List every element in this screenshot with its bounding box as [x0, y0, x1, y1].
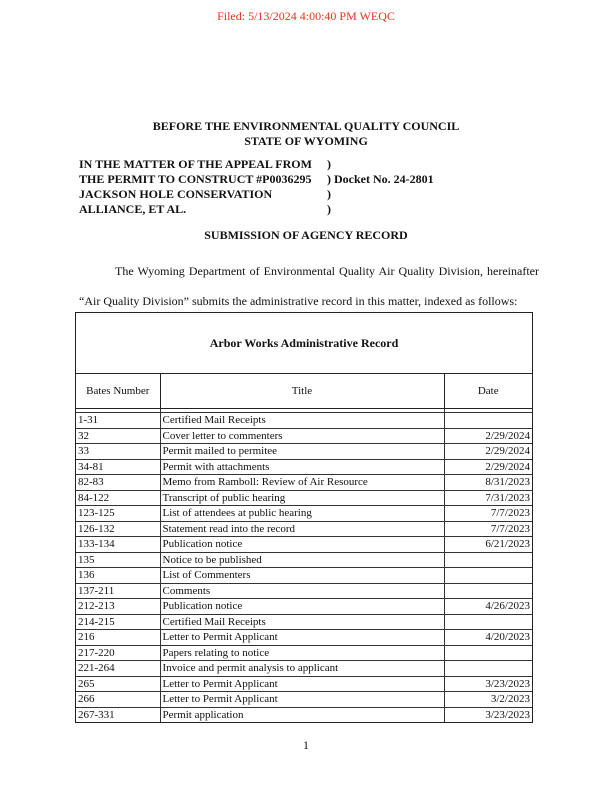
table-row [76, 537, 532, 553]
table-row [76, 645, 532, 661]
record-index [75, 312, 533, 723]
caption-right-line: ) [327, 157, 331, 171]
cell-title: Certified Mail Receipts [160, 413, 444, 429]
cell-date: 4/20/2023 [444, 630, 532, 646]
caption-left-line: ALLIANCE, ET AL. [79, 202, 187, 216]
table-row [76, 413, 532, 429]
header-date: Date [444, 374, 532, 409]
caption-right-line: ) [327, 187, 331, 201]
table-row [76, 428, 532, 444]
cell-date: 3/23/2023 [444, 676, 532, 692]
caption-row [79, 187, 434, 202]
cell-date: 4/26/2023 [444, 599, 532, 615]
cell-date: 3/2/2023 [444, 692, 532, 708]
table-row [76, 661, 532, 677]
cell-title: Permit with attachments [160, 459, 444, 475]
cell-date [444, 413, 532, 429]
cell-title: Permit mailed to permitee [160, 444, 444, 460]
cell-bates: 136 [76, 568, 160, 584]
cell-date: 7/31/2023 [444, 490, 532, 506]
cell-title: Memo from Ramboll: Review of Air Resource [160, 475, 444, 491]
cell-bates: 217-220 [76, 645, 160, 661]
caption-row [79, 202, 434, 217]
cell-date [444, 552, 532, 568]
page-number: 1 [303, 738, 309, 752]
record-table [76, 374, 532, 722]
cell-date [444, 583, 532, 599]
cell-bates: 82-83 [76, 475, 160, 491]
table-row [76, 692, 532, 708]
filed-stamp: Filed: 5/13/2024 4:00:40 PM WEQC [217, 9, 395, 23]
intro-paragraph [79, 256, 539, 316]
cell-title: Statement read into the record [160, 521, 444, 537]
table-row [76, 444, 532, 460]
record-body [76, 409, 532, 723]
cell-date: 2/29/2024 [444, 459, 532, 475]
cell-title: Permit application [160, 707, 444, 722]
court-heading [0, 119, 612, 149]
cell-title: Letter to Permit Applicant [160, 630, 444, 646]
docket-number: ) Docket No. 24-2801 [327, 172, 434, 186]
table-row [76, 583, 532, 599]
cell-bates: 221-264 [76, 661, 160, 677]
cell-title: Transcript of public hearing [160, 490, 444, 506]
cell-title: Comments [160, 583, 444, 599]
cell-bates: 84-122 [76, 490, 160, 506]
cell-bates: 33 [76, 444, 160, 460]
table-header-row [76, 374, 532, 409]
cell-bates: 126-132 [76, 521, 160, 537]
cell-title: Certified Mail Receipts [160, 614, 444, 630]
cell-bates: 137-211 [76, 583, 160, 599]
caption-row [79, 172, 434, 187]
table-row [76, 490, 532, 506]
cell-bates: 266 [76, 692, 160, 708]
table-row [76, 506, 532, 522]
table-row [76, 475, 532, 491]
cell-title: Papers relating to notice [160, 645, 444, 661]
cell-date: 2/29/2024 [444, 428, 532, 444]
cell-date: 8/31/2023 [444, 475, 532, 491]
table-row [76, 676, 532, 692]
table-row [76, 614, 532, 630]
record-title: Arbor Works Administrative Record [76, 313, 532, 374]
cell-bates: 212-213 [76, 599, 160, 615]
cell-title: Letter to Permit Applicant [160, 692, 444, 708]
court-state: STATE OF WYOMING [244, 134, 368, 148]
caption-left-line: IN THE MATTER OF THE APPEAL FROM [79, 157, 312, 171]
cell-date [444, 568, 532, 584]
cell-bates: 216 [76, 630, 160, 646]
table-row [76, 707, 532, 722]
table-row [76, 630, 532, 646]
table-row [76, 552, 532, 568]
cell-title: Publication notice [160, 537, 444, 553]
cell-bates: 133-134 [76, 537, 160, 553]
cell-bates: 34-81 [76, 459, 160, 475]
court-name: BEFORE THE ENVIRONMENTAL QUALITY COUNCIL [152, 119, 460, 133]
cell-title: Letter to Permit Applicant [160, 676, 444, 692]
cell-title: List of attendees at public hearing [160, 506, 444, 522]
cell-title: Publication notice [160, 599, 444, 615]
cell-bates: 1-31 [76, 413, 160, 429]
case-caption [79, 157, 434, 217]
header-bates: Bates Number [76, 374, 160, 409]
cell-date [444, 645, 532, 661]
cell-bates: 214-215 [76, 614, 160, 630]
caption-right-line: ) [327, 202, 331, 216]
cell-date [444, 614, 532, 630]
cell-date: 2/29/2024 [444, 444, 532, 460]
intro-text: The Wyoming Department of Environmental Quality Air Quality Division, hereinafter “Air Quality Division” submits the administrative record in this matter, indexed as follows: [79, 264, 539, 308]
caption-left-line: JACKSON HOLE CONSERVATION [79, 187, 273, 201]
cell-date [444, 661, 532, 677]
submission-title: SUBMISSION OF AGENCY RECORD [204, 228, 408, 242]
table-row [76, 568, 532, 584]
caption-row [79, 157, 434, 172]
cell-title: Notice to be published [160, 552, 444, 568]
cell-bates: 123-125 [76, 506, 160, 522]
table-row [76, 521, 532, 537]
cell-date: 7/7/2023 [444, 521, 532, 537]
table-row [76, 599, 532, 615]
cell-title: Cover letter to commenters [160, 428, 444, 444]
cell-bates: 135 [76, 552, 160, 568]
cell-date: 3/23/2023 [485, 708, 530, 721]
table-row [76, 459, 532, 475]
cell-bates: 267-331 [76, 707, 160, 722]
caption-left-line: THE PERMIT TO CONSTRUCT #P0036295 [79, 172, 312, 186]
cell-date: 7/7/2023 [444, 506, 532, 522]
cell-bates: 32 [76, 428, 160, 444]
cell-title: Invoice and permit analysis to applicant [160, 661, 444, 677]
header-title: Title [160, 374, 444, 409]
cell-date: 6/21/2023 [444, 537, 532, 553]
cell-title: List of Commenters [160, 568, 444, 584]
cell-bates: 265 [76, 676, 160, 692]
